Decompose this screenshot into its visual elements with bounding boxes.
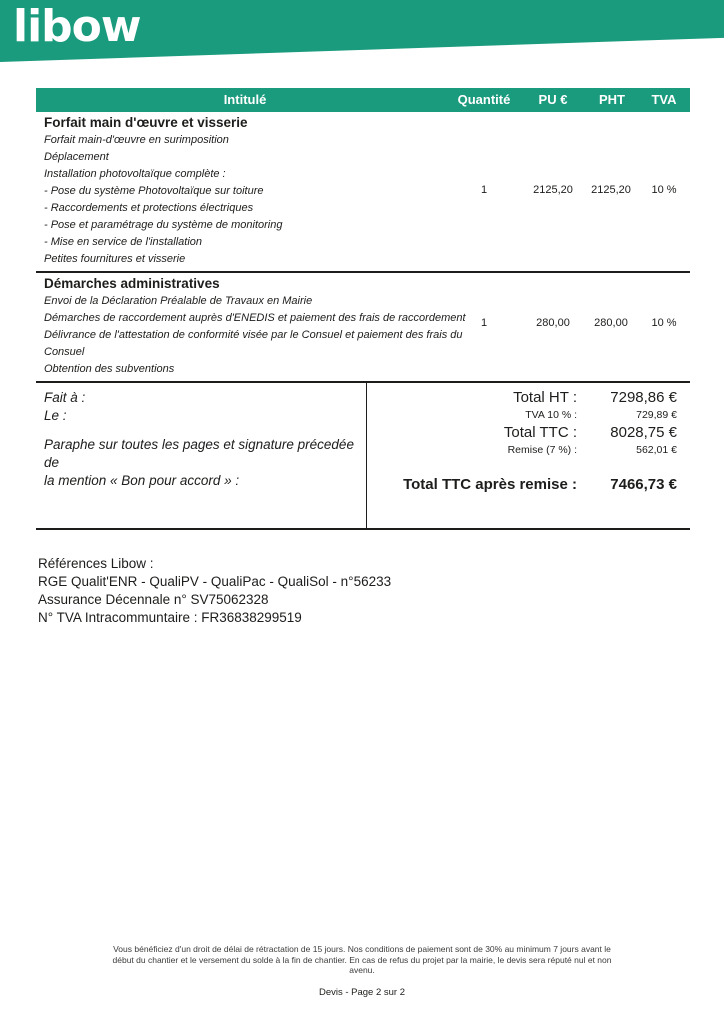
tva-value: 10 %: [651, 317, 677, 329]
signature-area: [36, 383, 367, 528]
paraphe-line-1: Paraphe sur toutes les pages et signature précedée de: [44, 437, 354, 470]
total-row: [367, 443, 677, 458]
totals-area: [367, 383, 690, 528]
table-section-demarches: [36, 273, 690, 383]
total-label: Total HT :: [513, 389, 577, 406]
item-description-line: Obtention des subventions: [44, 363, 175, 375]
pht-value: 2125,20: [591, 184, 631, 196]
column-header-pu: PU €: [538, 92, 568, 107]
total-row: [367, 408, 677, 423]
total-after-discount-label: Total TTC après remise :: [403, 476, 577, 493]
section-title: Démarches administratives: [44, 276, 220, 291]
item-description-line: - Pose du système Photovoltaïque sur toiture: [44, 185, 264, 197]
references-lines: [38, 573, 391, 627]
quote-table: [36, 88, 690, 530]
item-description-line: Envoi de la Déclaration Préalable de Travaux en Mairie: [44, 295, 313, 307]
item-description-line: - Raccordements et protections électriques: [44, 202, 254, 214]
unit-price-value: 2125,20: [533, 184, 573, 196]
column-header-intitule: Intitulé: [223, 92, 267, 107]
column-header-tva: TVA: [651, 92, 677, 107]
libow-logo: libow: [13, 1, 141, 52]
section-title: Forfait main d'œuvre et visserie: [44, 115, 248, 130]
page-number-label: Devis - Page 2 sur 2: [318, 987, 406, 998]
total-value: 729,89 €: [636, 409, 677, 421]
paraphe-line-2: la mention « Bon pour accord » :: [44, 473, 240, 488]
total-value: 562,01 €: [636, 444, 677, 456]
item-description-line: Délivrance de l'attestation de conformité visée par le Consuel et paiement des frais du: [44, 329, 463, 341]
total-row: [367, 423, 677, 443]
total-label: TVA 10 % :: [525, 409, 577, 421]
item-description-line: - Mise en service de l'installation: [44, 236, 203, 248]
item-description-line: Consuel: [44, 346, 85, 358]
totals-rows: [367, 388, 677, 458]
total-label: Remise (7 %) :: [507, 444, 577, 456]
unit-price-value: 280,00: [536, 317, 570, 329]
total-label: Total TTC :: [503, 424, 577, 441]
le-label: Le :: [44, 408, 67, 423]
item-description-line: Déplacement: [44, 151, 109, 163]
item-description-line: Démarches de raccordement auprès d'ENEDIS et paiement des frais de raccordement: [44, 312, 466, 324]
company-references: [38, 555, 391, 627]
column-header-pht: PHT: [599, 92, 625, 107]
item-description-line: Petites fournitures et visserie: [44, 253, 186, 265]
total-after-discount-row: [367, 474, 677, 496]
table-header-row: [36, 88, 690, 112]
fait-a-label: Fait à :: [44, 390, 86, 405]
totals-and-signature-block: [36, 383, 690, 530]
total-row: [367, 388, 677, 408]
column-header-quantite: Quantité: [457, 92, 511, 107]
section-lines: [36, 132, 690, 268]
quantity-value: 1: [480, 317, 488, 329]
reference-line: N° TVA Intracommuntaire : FR36838299519: [38, 610, 302, 625]
item-description-line: Forfait main-d'œuvre en surimposition: [44, 134, 229, 146]
references-title: Références Libow :: [38, 556, 154, 571]
tva-value: 10 %: [651, 184, 677, 196]
item-description-line: Installation photovoltaïque complète :: [44, 168, 226, 180]
pht-value: 280,00: [594, 317, 628, 329]
total-value: 8028,75 €: [610, 424, 677, 441]
table-section-forfait: [36, 112, 690, 273]
quantity-value: 1: [480, 184, 488, 196]
reference-line: Assurance Décennale n° SV75062328: [38, 592, 269, 607]
total-value: 7298,86 €: [610, 389, 677, 406]
reference-line: RGE Qualit'ENR - QualiPV - QualiPac - QualiSol - n°56233: [38, 574, 392, 589]
terms-paragraph: Vous bénéficiez d'un droit de délai de rétractation de 15 jours. Nos conditions de paiement sont de 30% au minimum 7 jours avant le début du chantier et le versement du solde à la fin de chantier. En cas de refus du projet par la mairie, le devis sera réputé nul et non avenu.: [112, 944, 612, 975]
item-description-line: - Pose et paramétrage du système de monitoring: [44, 219, 283, 231]
total-after-discount-value: 7466,73 €: [610, 476, 677, 493]
section-lines: [36, 293, 690, 378]
paraphe-instruction: [44, 436, 356, 490]
